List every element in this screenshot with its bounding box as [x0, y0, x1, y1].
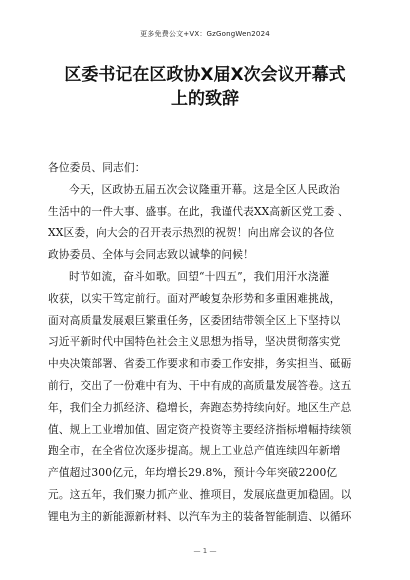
body-line: 值、规上工业增加值、固定资产投资等主要经济指标增幅持续领	[48, 422, 352, 436]
body-line: 今天，区政协五届五次会议隆重开幕。这是全区人民政治	[69, 182, 340, 196]
body-line: XX区委，向大会的召开表示热烈的祝贺！向出席会议的各位	[48, 226, 335, 240]
title-line-2: 上的致辞	[171, 89, 239, 109]
body-line: 产值超过300亿元，年均增长29.8%，预计今年突破2200亿	[48, 466, 338, 480]
body-line: 生活中的一件大事、盛事。在此，我谨代表XX高新区党工委 、	[48, 204, 349, 218]
body-line: 政协委员、全体与会同志致以诚挚的问候！	[48, 248, 254, 262]
salutation: 各位委员、同志们：	[48, 161, 146, 174]
body-line: 时节如流，奋斗如歌。回望“十四五”，我们用汗水浇灌	[69, 269, 330, 283]
document-title	[44, 63, 366, 111]
body-line: 前行，交出了一份难中有为、干中有成的高质量发展答卷。这五	[48, 378, 352, 392]
body-line: 收获，以实干笃定前行。面对严峻复杂形势和多重困难挑战，	[48, 291, 341, 305]
body-line: 元。这五年，我们聚力抓产业、推项目，发展底盘更加稳固。以	[48, 487, 352, 501]
body-line: 锂电为主的新能源新材料、以汽车为主的装备智能制造、以循环	[48, 509, 352, 523]
body-line: 中央决策部署、省委工作要求和市委工作安排，务实担当、砥砺	[48, 357, 352, 371]
body-line: 面对高质量发展艰巨繁重任务，区委团结带领全区上下坚持以	[48, 313, 341, 327]
document-body	[48, 157, 370, 528]
body-line: 跑全市，在全省位次逐步提高。规上工业总产值连续四年新增	[48, 444, 341, 458]
body-line: 年，我们全力抓经济、稳增长，奔跑态势持续向好。地区生产总	[48, 400, 352, 414]
title-line-1: 区委书记在区政协X届X次会议开幕式	[64, 65, 346, 85]
page-number: — 1 —	[193, 547, 217, 555]
body-line: 习近平新时代中国特色社会主义思想为指导，坚决贯彻落实党	[48, 335, 341, 349]
header-note: 更多免费公文+VX：GzGongWen2024	[140, 30, 270, 38]
